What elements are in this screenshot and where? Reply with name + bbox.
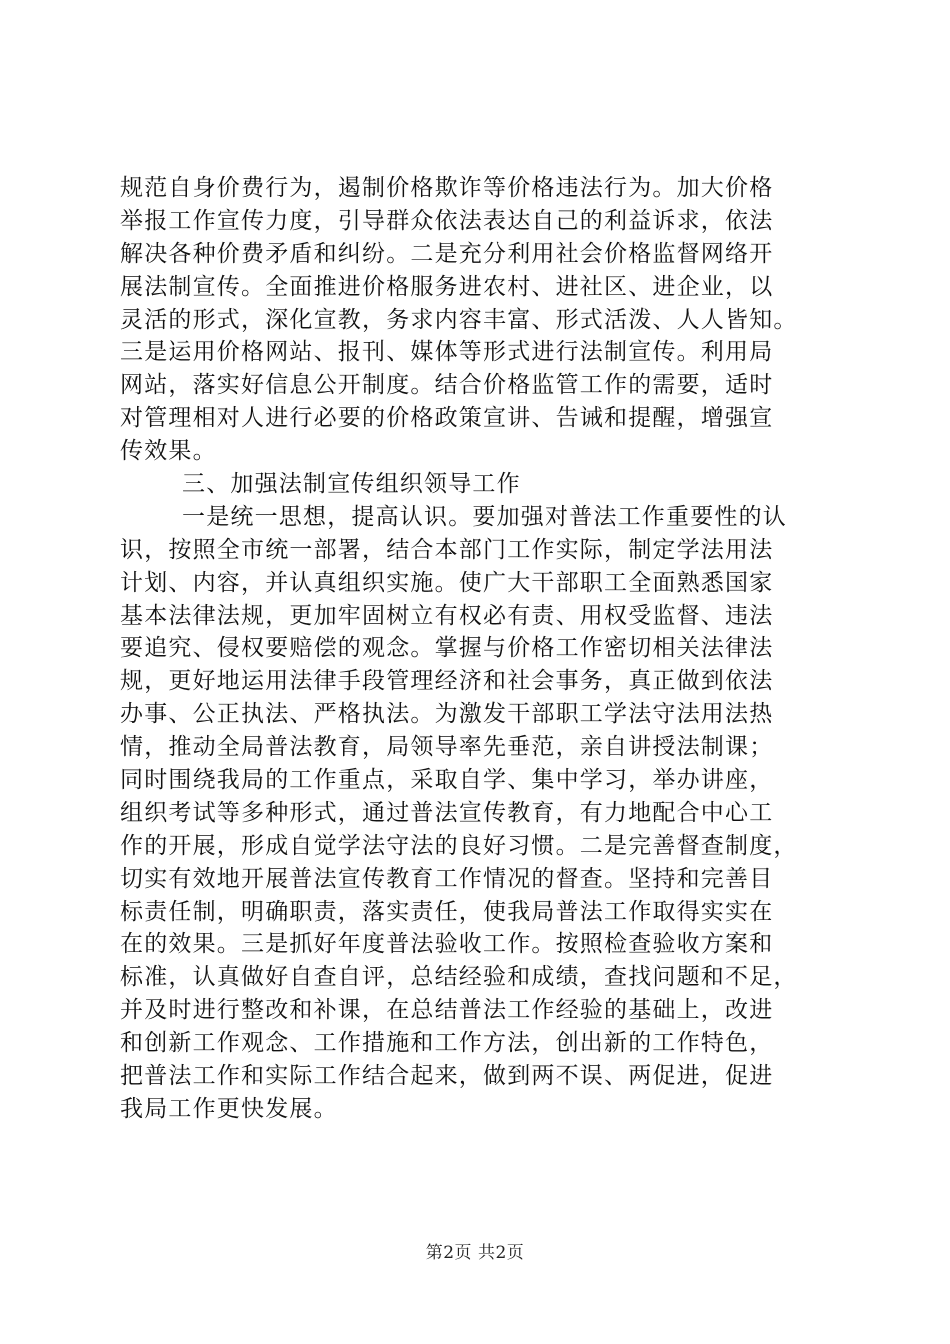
text-line: 我局工作更快发展。: [120, 1095, 338, 1122]
text-line: 并及时进行整改和补课，在总结普法工作经验的基础上，改进: [120, 997, 774, 1024]
text-line: 规，更好地运用法律手段管理经济和社会事务，真正做到依法: [120, 668, 774, 695]
text-line: 把普法工作和实际工作结合起来，做到两不误、两促进，促进: [120, 1063, 774, 1090]
text-line: 在的效果。三是抓好年度普法验收工作。按照检查验收方案和: [120, 931, 774, 958]
page-footer: 第2页 共2页: [425, 1243, 525, 1263]
text-line: 组织考试等多种形式，通过普法宣传教育，有力地配合中心工: [120, 799, 774, 826]
text-line: 展法制宣传。全面推进价格服务进农村、进社区、进企业，以: [120, 273, 774, 300]
text-line: 三是运用价格网站、报刊、媒体等形式进行法制宣传。利用局: [120, 339, 774, 366]
text-line: 网站，落实好信息公开制度。结合价格监管工作的需要，适时: [120, 372, 774, 399]
paragraph-start-line: 一是统一思想，提高认识。要加强对普法工作重要性的认: [182, 503, 787, 530]
text-line: 灵活的形式，深化宣教，务求内容丰富、形式活泼、人人皆知。: [120, 306, 798, 333]
text-line: 标责任制，明确职责，落实责任，使我局普法工作取得实实在: [120, 898, 774, 925]
text-line: 解决各种价费矛盾和纠纷。二是充分利用社会价格监督网络开: [120, 240, 774, 267]
text-line: 作的开展，形成自觉学法守法的良好习惯。二是完善督查制度，: [120, 832, 798, 859]
text-line: 同时围绕我局的工作重点，采取自学、集中学习，举办讲座，: [120, 767, 774, 794]
text-line: 识，按照全市统一部署，结合本部门工作实际，制定学法用法: [120, 536, 774, 563]
text-line: 计划、内容，并认真组织实施。使广大干部职工全面熟悉国家: [120, 569, 774, 596]
paragraph-start-line: 三、加强法制宣传组织领导工作: [182, 471, 521, 498]
text-line: 办事、公正执法、严格执法。为激发干部职工学法守法用法热: [120, 701, 774, 728]
text-line: 规范自身价费行为，遏制价格欺诈等价格违法行为。加大价格: [120, 175, 774, 201]
text-line: 举报工作宣传力度，引导群众依法表达自己的利益诉求，依法: [120, 207, 774, 234]
text-line: 要追究、侵权要赔偿的观念。掌握与价格工作密切相关法律法: [120, 635, 774, 662]
text-line: 情，推动全局普法教育，局领导率先垂范，亲自讲授法制课；: [120, 734, 774, 761]
text-line: 传效果。: [120, 438, 217, 465]
text-line: 切实有效地开展普法宣传教育工作情况的督查。坚持和完善目: [120, 865, 774, 892]
text-line: 标准，认真做好自查自评，总结经验和成绩，查找问题和不足，: [120, 964, 798, 991]
body-text: [120, 172, 850, 1126]
text-line: 和创新工作观念、工作措施和工作方法，创出新的工作特色，: [120, 1030, 774, 1057]
text-line: 基本法律法规，更加牢固树立有权必有责、用权受监督、违法: [120, 602, 774, 629]
text-line: 对管理相对人进行必要的价格政策宣讲、告诫和提醒，增强宣: [120, 405, 774, 432]
